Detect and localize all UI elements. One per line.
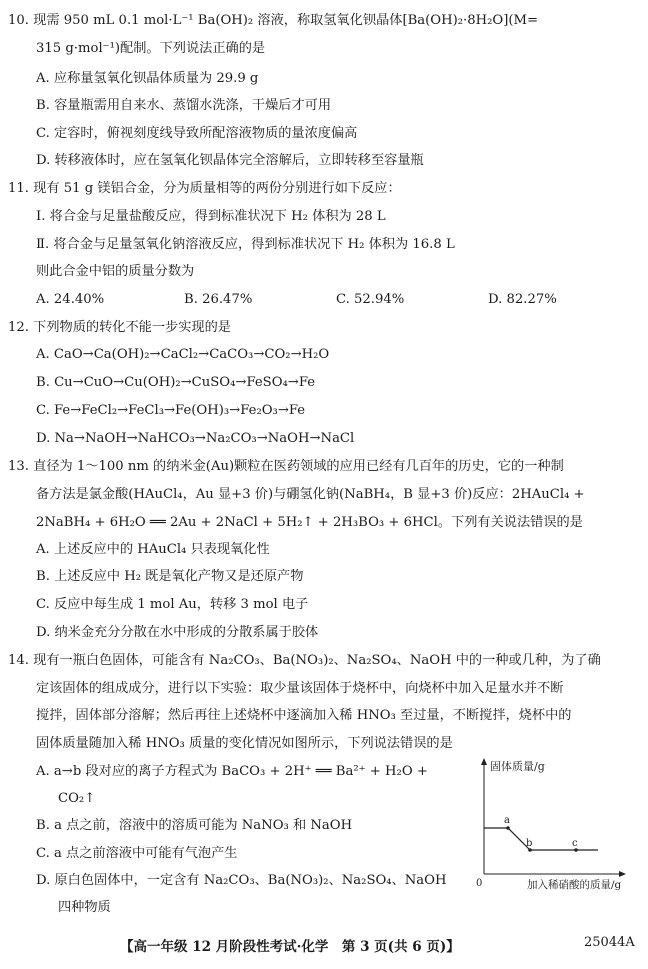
q14-stem-line4: 固体质量随加入稀 HNO₃ 质量的变化情况如图所示，下列说法错误的是: [36, 736, 453, 751]
q14-option-a-line1: A. a→b 段对应的离子方程式为 BaCO₃ + 2H⁺ ══ Ba²⁺ + H₂O +: [36, 764, 428, 779]
mass-curve: [484, 828, 598, 850]
q14-stem-line2: 定该固体的组成成分，进行以下实验：取少量该固体于烧杯中，向烧杯中加入足量水并不断: [36, 681, 564, 696]
q10-stem-line1: 10. 现需 950 mL 0.1 mol·L⁻¹ Ba(OH)₂ 溶液，称取氢氧化钡晶体[Ba(OH)₂·8H₂O](M=: [8, 13, 539, 28]
q14-stem-line1: 14. 现有一瓶白色固体，可能含有 Na₂CO₃、Ba(NO₃)₂、Na₂SO₄、NaOH 中的一种或几种，为了确: [8, 653, 601, 668]
q10-option-a: A. 应称量氢氧化钡晶体质量为 29.9 g: [36, 71, 259, 86]
q10-option-c: C. 定容时，俯视刻度线导致所配溶液物质的量浓度偏高: [36, 126, 358, 141]
point-a-label: a: [504, 815, 510, 826]
q11-option-b: B. 26.47%: [184, 292, 253, 307]
point-b-label: b: [526, 838, 533, 849]
origin-label: 0: [476, 878, 483, 889]
page-footer: 【高一年级 12 月阶段性考试·化学 第 3 页(共 6 页)】: [120, 939, 460, 955]
q11-option-a: A. 24.40%: [36, 292, 105, 307]
q11-question: 则此合金中铝的质量分数为: [36, 264, 195, 279]
q13-option-c: C. 反应中每生成 1 mol Au，转移 3 mol 电子: [36, 597, 309, 612]
q13-stem-line1: 13. 直径为 1～100 nm 的纳米金(Au)颗粒在医药领域的应用已经有几百年的历史，它的一种制: [8, 459, 564, 474]
q11-condition-2: Ⅱ. 将合金与足量氢氧化钠溶液反应，得到标准状况下 H₂ 体积为 16.8 L: [36, 237, 455, 252]
q14-option-c: C. a 点之前溶液中可能有气泡产生: [36, 846, 238, 861]
q13-option-b: B. 上述反应中 H₂ 既是氧化产物又是还原产物: [36, 569, 304, 584]
q10-option-d: D. 转移液体时，应在氢氧化钡晶体完全溶解后，立即转移至容量瓶: [36, 153, 424, 168]
q14-option-a-line2: CO₂↑: [58, 791, 96, 806]
q12-stem: 12. 下列物质的转化不能一步实现的是: [8, 320, 231, 335]
q13-stem-line3: 2NaBH₄ + 6H₂O ══ 2Au + 2NaCl + 5H₂↑ + 2H₃BO₃ + 6HCl。下列有关说法错误的是: [36, 515, 583, 530]
q11-stem: 11. 现有 51 g 镁铝合金，分为质量相等的两份分别进行如下反应：: [8, 181, 401, 196]
q10-stem-line2: 315 g·mol⁻¹)配制。下列说法正确的是: [36, 41, 266, 56]
q11-option-d: D. 82.27%: [488, 292, 557, 307]
solid-mass-graph: [470, 756, 632, 892]
q11-option-c: C. 52.94%: [336, 292, 405, 307]
q12-option-a: A. CaO→Ca(OH)₂→CaCl₂→CaCO₃→CO₂→H₂O: [36, 347, 330, 362]
y-axis-arrow: [481, 758, 487, 765]
q14-option-d-line2: 四种物质: [58, 900, 111, 915]
point-a-marker: [506, 826, 510, 830]
q12-option-c: C. Fe→FeCl₂→FeCl₃→Fe(OH)₃→Fe₂O₃→Fe: [36, 403, 306, 418]
x-axis-label: 加入稀硝酸的质量/g: [527, 879, 622, 891]
q11-condition-1: Ⅰ. 将合金与足量盐酸反应，得到标准状况下 H₂ 体积为 28 L: [36, 209, 386, 224]
q14-stem-line3: 搅拌，固体部分溶解；然后再往上述烧杯中逐滴加入稀 HNO₃ 至过量，不断搅拌，烧杯中的: [36, 708, 572, 723]
exam-code: 25044A: [584, 935, 635, 950]
point-c-label: c: [572, 838, 578, 849]
q14-option-b: B. a 点之前，溶液中的溶质可能为 NaNO₃ 和 NaOH: [36, 818, 353, 833]
q12-option-b: B. Cu→CuO→Cu(OH)₂→CuSO₄→FeSO₄→Fe: [36, 375, 316, 390]
q13-option-d: D. 纳米金充分分散在水中形成的分散系属于胶体: [36, 625, 319, 640]
q13-stem-line2: 备方法是氯金酸(HAuCl₄，Au 显+3 价)与硼氢化钠(NaBH₄，B 显+3 价)反应：2HAuCl₄ +: [36, 487, 585, 502]
y-axis-label: 固体质量/g: [490, 760, 545, 773]
x-axis-arrow: [619, 871, 626, 877]
q14-option-d-line1: D. 原白色固体中，一定含有 Na₂CO₃、Ba(NO₃)₂、Na₂SO₄、NaOH: [36, 873, 447, 888]
q13-option-a: A. 上述反应中的 HAuCl₄ 只表现氧化性: [36, 542, 270, 557]
q12-option-d: D. Na→NaOH→NaHCO₃→Na₂CO₃→NaOH→NaCl: [36, 431, 355, 446]
q10-option-b: B. 容量瓶需用自来水、蒸馏水洗涤，干燥后才可用: [36, 98, 332, 113]
